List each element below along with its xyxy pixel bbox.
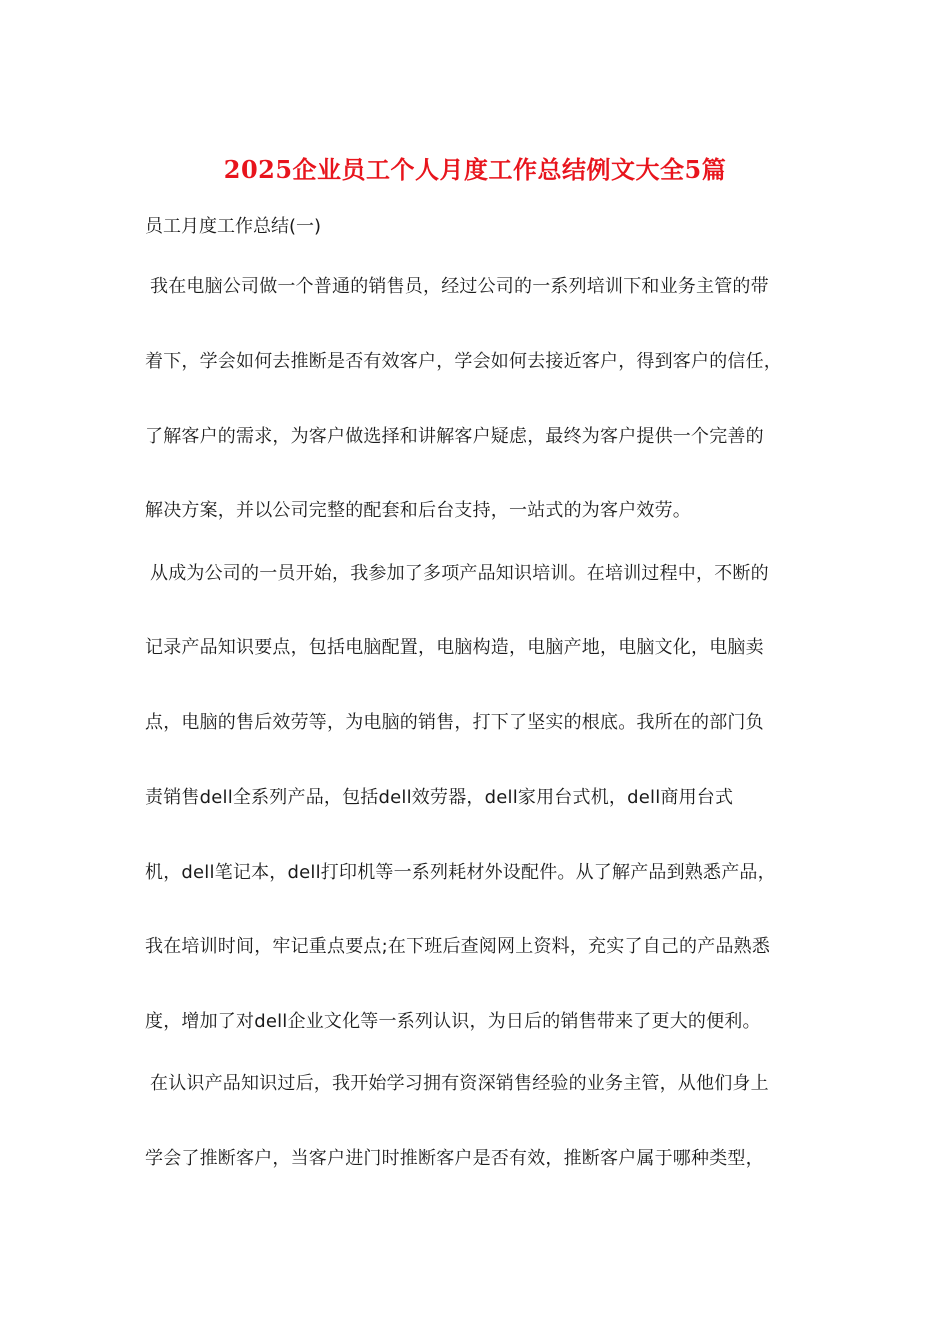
body-line: 我在培训时间，牢记重点要点;在下班后查阅网上资料，充实了自己的产品熟悉 bbox=[145, 936, 771, 957]
body-line: 我在电脑公司做一个普通的销售员，经过公司的一系列培训下和业务主管的带 bbox=[150, 276, 769, 297]
body-line: 在认识产品知识过后，我开始学习拥有资深销售经验的业务主管，从他们身上 bbox=[150, 1073, 769, 1094]
body-line: 解决方案，并以公司完整的配套和后台支持，一站式的为客户效劳。 bbox=[145, 500, 691, 521]
body-line: 责销售dell全系列产品，包括dell效劳器，dell家用台式机，dell商用台式 bbox=[145, 787, 734, 808]
body-line: 着下，学会如何去推断是否有效客户，学会如何去接近客户，得到客户的信任， bbox=[145, 351, 782, 372]
body-line: 度，增加了对dell企业文化等一系列认识，为日后的销售带来了更大的便利。 bbox=[145, 1011, 761, 1032]
document-title: 2025企业员工个人月度工作总结例文大全5篇 bbox=[223, 155, 727, 184]
body-line: 了解客户的需求，为客户做选择和讲解客户疑虑，最终为客户提供一个完善的 bbox=[145, 426, 764, 447]
body-line: 从成为公司的一员开始，我参加了多项产品知识培训。在培训过程中，不断的 bbox=[150, 563, 769, 584]
section-heading: 员工月度工作总结(一) bbox=[145, 216, 322, 237]
body-line: 点，电脑的售后效劳等，为电脑的销售，打下了坚实的根底。我所在的部门负 bbox=[145, 712, 764, 733]
body-line: 学会了推断客户，当客户进门时推断客户是否有效，推断客户属于哪种类型， bbox=[145, 1148, 764, 1169]
body-line: 机，dell笔记本，dell打印机等一系列耗材外设配件。从了解产品到熟悉产品， bbox=[145, 862, 776, 883]
body-line: 记录产品知识要点，包括电脑配置，电脑构造，电脑产地，电脑文化，电脑卖 bbox=[145, 637, 764, 658]
